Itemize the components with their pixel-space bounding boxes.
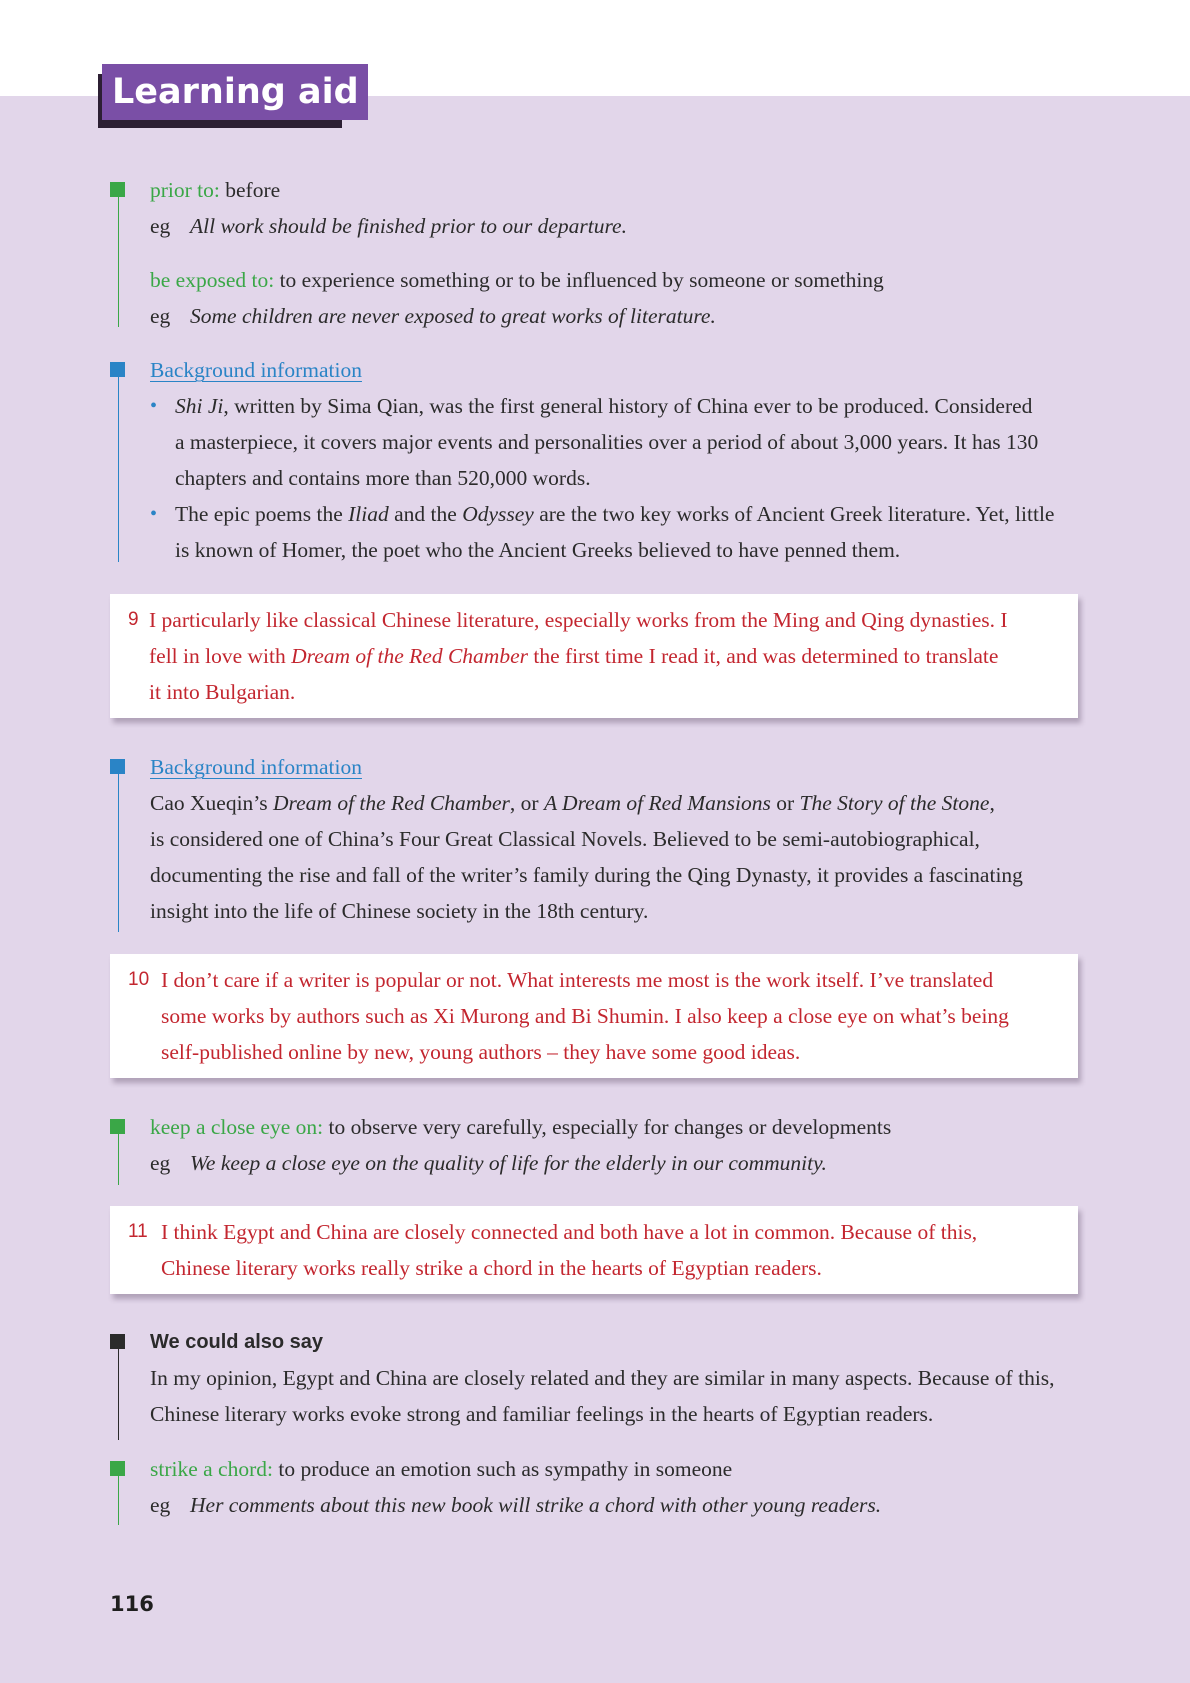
- also-say-paragraph: In my opinion, Egypt and China are closely related and they are similar in many aspects. Because of this, Chinese literary works evoke strong and familiar feelings in the hearts of Egyptian readers.: [150, 1366, 1055, 1426]
- section-marker: [110, 1334, 125, 1349]
- section-line: [118, 1344, 119, 1440]
- section-marker: [110, 759, 125, 774]
- quote-card-10: [110, 954, 1078, 1078]
- section-line: [118, 769, 119, 932]
- vocab-chord-definition: [150, 1451, 1110, 1487]
- quote-text: I don’t care if a writer is popular or not. What interests me most is the work itself. I’ve translated some works by authors such as Xi Murong and Bi Shumin. I also keep a close eye on what’s being self-published online by new, young authors – they have some good ideas.: [161, 968, 1009, 1064]
- vocab-term: prior to:: [150, 178, 220, 202]
- bullet-text: Shi Ji, written by Sima Qian, was the first general history of China ever to be produced. Considered a masterpiece, it covers major events and personalities over a period of about 3,000 years. It has 130 chapters and contains more than 520,000 words.: [175, 394, 1039, 490]
- vocab-term: keep a close eye on:: [150, 1115, 324, 1139]
- background-heading: Background information: [150, 755, 362, 779]
- quote-number: 9: [128, 609, 139, 630]
- vocab-definition: to observe very carefully, especially for changes or developments: [323, 1115, 892, 1139]
- section-line: [118, 192, 119, 327]
- vocab-chord-example: [150, 1487, 1110, 1523]
- example-sentence: Some children are never exposed to great works of literature.: [190, 304, 716, 328]
- background-heading: Background information: [150, 358, 362, 382]
- vocab-prior-definition: [150, 172, 1110, 208]
- quote-number: 10: [128, 969, 150, 990]
- vocab-eye-definition: [150, 1109, 1110, 1145]
- quote-text: I particularly like classical Chinese literature, especially works from the Ming and Qing dynasties. I fell in love with Dream of the Red Chamber the first time I read it, and was determined to translate it into Bulgarian.: [149, 608, 1008, 704]
- quote-card-9: [110, 594, 1078, 718]
- quote-text: I think Egypt and China are closely connected and both have a lot in common. Because of this, Chinese literary works really strike a chord in the hearts of Egyptian readers.: [161, 1220, 978, 1280]
- example-sentence: Her comments about this new book will strike a chord with other young readers.: [190, 1493, 882, 1517]
- section-line: [118, 372, 119, 562]
- vocab-prior-example: [150, 208, 1110, 244]
- bullet-dot: •: [150, 503, 158, 525]
- quote-number: 11: [128, 1221, 148, 1242]
- bullet-text: The epic poems the Iliad and the Odyssey are the two key works of Ancient Greek literature. Yet, little is known of Homer, the poet who the Ancient Greeks believed to have penned them.: [175, 502, 1055, 562]
- section-marker: [110, 182, 125, 197]
- section-marker: [110, 1461, 125, 1476]
- eg-label: eg: [150, 214, 171, 238]
- eg-label: eg: [150, 1493, 171, 1517]
- section-marker: [110, 1119, 125, 1134]
- vocab-term: be exposed to:: [150, 268, 275, 292]
- section-marker: [110, 362, 125, 377]
- title-text: Learning aid: [102, 64, 368, 120]
- vocab-eye-example: [150, 1145, 1110, 1181]
- also-say-heading: We could also say: [150, 1331, 324, 1353]
- vocab-term: strike a chord:: [150, 1457, 273, 1481]
- section-line: [118, 1471, 119, 1525]
- vocab-exposed-example: [150, 298, 1110, 334]
- bullet-dot: •: [150, 395, 158, 417]
- page-number: 116: [110, 1592, 154, 1616]
- vocab-definition: to produce an emotion such as sympathy in someone: [273, 1457, 733, 1481]
- example-sentence: We keep a close eye on the quality of life for the elderly in our community.: [190, 1151, 827, 1175]
- section-line: [118, 1129, 119, 1185]
- example-sentence: All work should be finished prior to our departure.: [190, 214, 627, 238]
- learning-aid-title: [102, 64, 368, 120]
- background-bullet-shi-ji: [150, 388, 1110, 496]
- vocab-definition: to experience something or to be influenced by someone or something: [274, 268, 884, 292]
- eg-label: eg: [150, 1151, 171, 1175]
- background-paragraph: Cao Xueqin’s Dream of the Red Chamber, or A Dream of Red Mansions or The Story of the Stone, is considered one of China’s Four Great Classical Novels. Believed to be semi-autobiographical, documenting the rise and fall of the writer’s family during the Qing Dynasty, it provides a fascinating insight into the life of Chinese society in the 18th century.: [150, 791, 1023, 923]
- eg-label: eg: [150, 304, 171, 328]
- quote-card-11: [110, 1206, 1078, 1294]
- background-bullet-homer: [150, 496, 1110, 568]
- vocab-exposed-definition: [150, 262, 1110, 298]
- vocab-definition: before: [219, 178, 281, 202]
